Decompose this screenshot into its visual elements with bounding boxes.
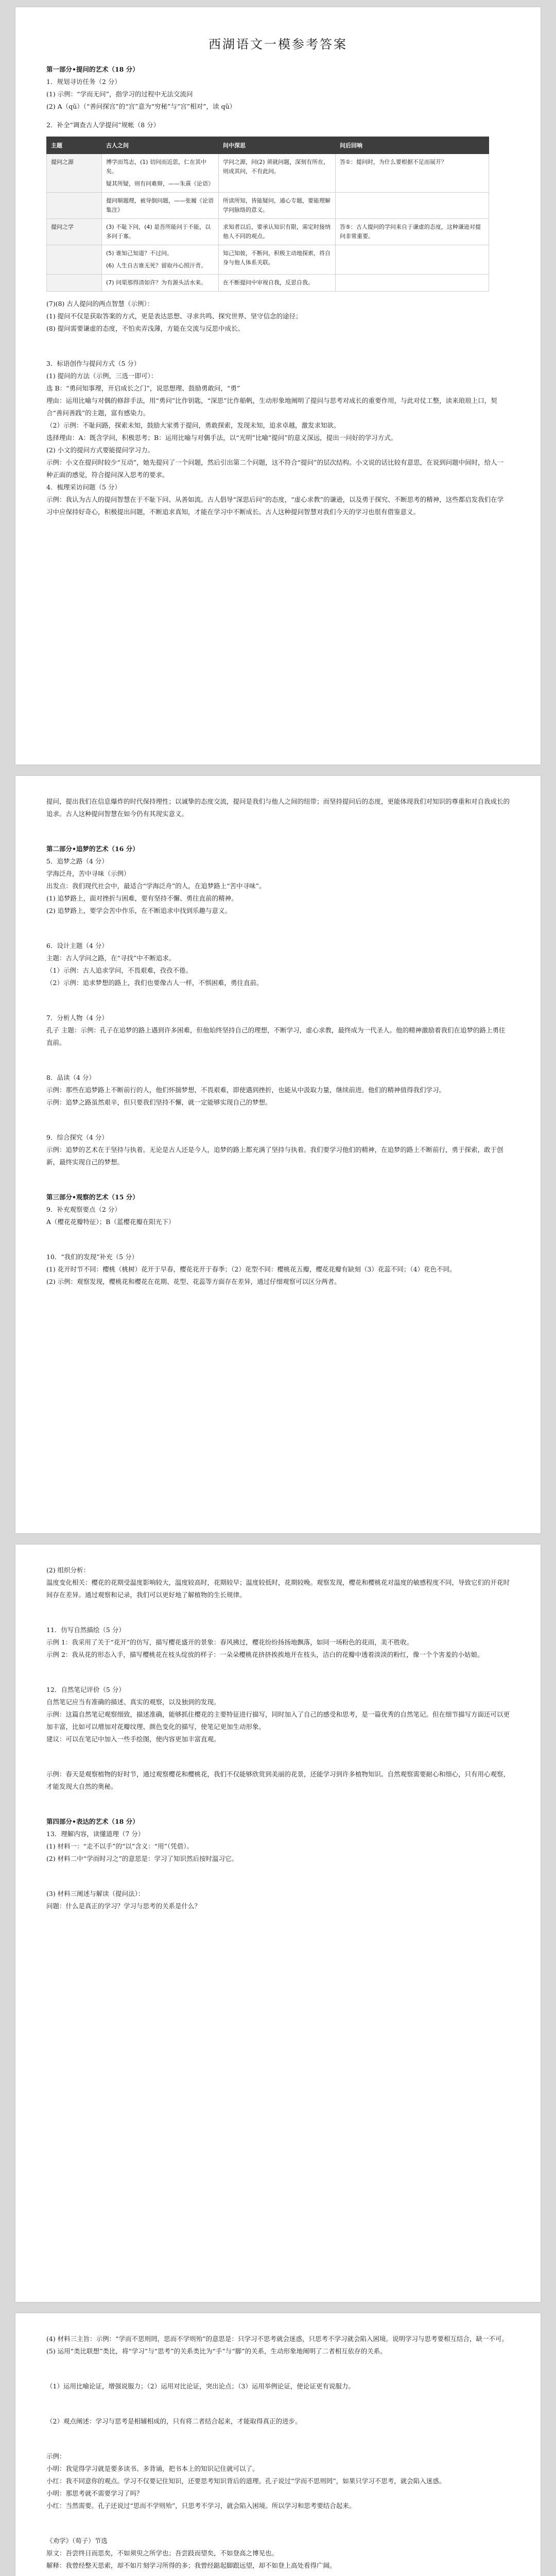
- text-line: 示例：这篇自然笔记观察细致，描述准确，能够抓住樱花的主要特征进行描写，同时加入了自己的感受和思考，是一篇优秀的自然笔记。但在细节描写方面还可以更加丰富，比如可以增加对花瓣纹理、颜色变化的描写，使笔记更加生动形象。: [46, 1710, 510, 1731]
- text-line: (1) 示例：“学而无问”，指学习的过程中无法交流问: [46, 90, 193, 98]
- spacer: [46, 1873, 510, 1879]
- text-line: 7．分析人物（4 分）: [46, 1014, 108, 1022]
- text-line: (8) 提问需要谦虚的态度，不怕卖弄浅薄，方能在交流与反思中成长。: [46, 325, 245, 332]
- text-line: 示例：春天是观察植物的好时节，通过观察樱花和樱桃花，我们不仅能够欣赏到美丽的花景，还能学习到许多植物知识。自然观察需要耐心和细心，只有用心观察，才能发现大自然的奥秘。: [46, 1770, 510, 1790]
- text-line: 8．品读（4 分）: [46, 1074, 95, 1081]
- text-line: (5) 运用“类比联想”类比，将“学习”与“思考”的关系类比为“手”与“脚”的关系，生动形象地阐明了二者相互依存的关系。: [46, 2347, 387, 2355]
- text-line: (4) 材料三主旨：示例：“学而不思则罔，思而不学则殆”的意思是：只学习不思考就会迷惑，只思考不学习就会陷入困境。说明学习与思考要相互结合，缺一不可。: [46, 2335, 508, 2343]
- text-line: 孔子 主题：示例：孔子在追梦的路上遇到许多困难，但他始终坚持自己的理想，不断学习，虚心求教，最终成为一代圣人。他的精神激励着我们在追梦的路上勇往直前。: [46, 1026, 506, 1046]
- spacer: [46, 2436, 510, 2442]
- table-cell: [336, 275, 489, 292]
- text-line: (2) A（qǔ）（“善问探宫”的“宫”意为“穷秘”与“宫”相对”，读 qǔ）: [46, 103, 236, 110]
- cell-text: 所读所知，皆能疑问，通心专题，要能理解学问脉络的意义。: [223, 197, 331, 213]
- spacer: [46, 1754, 510, 1760]
- cell-text: (5) 谁知己知道？不过问。: [106, 250, 173, 257]
- table-row: [47, 154, 489, 193]
- text-line: 原文：吾尝终日而思矣，不如须臾之所学也；吾尝跂而望矣，不如登高之博见也。: [46, 2549, 279, 2557]
- table-cell: [47, 193, 102, 219]
- table-cell: [219, 245, 336, 275]
- text-line: (2) 小文的提问方式要能提问学习力。: [46, 446, 154, 454]
- spacer: [46, 1669, 510, 1675]
- text-line: 小红：我不同意你的观点。学习不仅要记住知识，还要思考知识背后的道理。孔子说过“学而不思则罔”，如果只学习不思考，就会陷入迷惑。: [46, 2477, 446, 2485]
- spacer: [46, 1057, 510, 1063]
- text-line: (1) 提问不仅是获取答案的方式，更是表达思想、寻求共鸣、探究世界、坚守信念的途径；: [46, 312, 302, 320]
- text-line: (1) 提问的方法（示例，三选一即可）：: [46, 372, 158, 380]
- text-line: 示例：那些在追梦路上不断前行的人，他们怀揣梦想，不畏艰难，即使遇到挫折，也能从中汲取力量，继续前进。他们的精神值得我们学习。: [46, 1086, 446, 1094]
- text-line: 解释：我曾经整天思索，却不如片刻学习所得的多；我曾经踮起脚跟远望，却不如登上高处看得广阔。: [46, 2562, 336, 2569]
- text-line: A（樱花花瓣特征）；B（蓝樱花瓣在阳光下）: [46, 1218, 175, 1226]
- table-cell: [47, 275, 102, 292]
- text-line: （2）观点阐述：学习与思考是相辅相成的，只有将二者结合起来，才能取得真正的进步。: [46, 2417, 302, 2425]
- spacer: [46, 997, 510, 1004]
- spacer: [46, 925, 510, 931]
- text-line: 示例：小文在提问时较少“互动”，她先提问了一个问题，然后引出第二个问题，这不符合“提问”的层次结构。小文说的话比较有意思，在说到问题中间时，给人一种正面的感觉，符合提问深入思考的要求。: [46, 459, 504, 479]
- cell-text: (7) 问渠那得清如许？为有源头活水来。: [106, 279, 207, 286]
- section-body: [46, 795, 510, 1288]
- text-line: 第二部分•追梦的艺术（16 分）: [46, 845, 139, 853]
- text-line: 《劝学》（荀子）节选: [46, 2537, 108, 2545]
- text-line: (2) 追梦路上，要学会苦中作乐，在不断追求中找到乐趣与意义。: [46, 907, 232, 914]
- survey-table: [46, 137, 489, 292]
- text-line: 13．理解内容，读懂道理（7 分）: [46, 1830, 145, 1838]
- text-line: (1) 花开时节不同：樱桃（桃树）花开于早春，樱花花开于春季；（2）花型不同：樱桃花五瓣，樱花花瓣有缺刻（3）花蕊不同；（4）花色不同。: [46, 1265, 456, 1273]
- spacer: [46, 343, 510, 349]
- text-line: （1）示例：古人追求学问，不畏艰难，孜孜不倦。: [46, 967, 192, 974]
- page-2: [15, 776, 541, 1533]
- text-line: 6．设计主题（4 分）: [46, 942, 108, 950]
- text-line: 第四部分•表达的艺术（18 分）: [46, 1818, 139, 1825]
- text-line: 9．综合探究（4 分）: [46, 1133, 108, 1141]
- cell-text: 提问之学: [51, 224, 74, 230]
- text-line: 小明：我觉得学习就是要多读书、多背诵，把书本上的知识记住就可以了。: [46, 2465, 259, 2472]
- page-3: [15, 1545, 541, 2302]
- text-line: 5．追梦之路（4 分）: [46, 857, 108, 865]
- text-line: 选 B：“勇问知事理，开启成长之门”，说思想理、鼓励勇敢问，“勇”: [46, 384, 240, 392]
- text-line: (7)(8) 古人提问的两点智慧（示例）：: [46, 300, 154, 308]
- text-line: 示例 2：我从花的形态入手，描写樱桃花在枝头绽放的样子：一朵朵樱桃花挤挤挨挨地开在枝头，洁白的花瓣中透着淡淡的粉红，像一个个害羞的小姑娘。: [46, 1651, 484, 1658]
- table-row: [47, 219, 489, 245]
- table-cell: [336, 245, 489, 275]
- table-cell: [102, 193, 219, 219]
- table-cell: [336, 219, 489, 245]
- section-intro: [46, 63, 510, 113]
- text-line: 示例：: [46, 2452, 66, 2460]
- spacer: [46, 1177, 510, 1183]
- cell-text: 博学而笃志，(1) 切问而近思，仁在其中矣。: [106, 159, 207, 175]
- text-line: (2) 组织分析：: [46, 1566, 90, 1574]
- text-line: 4．梳理采访问题（5 分）: [46, 483, 121, 491]
- text-line: (1) 追梦路上，面对挫折与困难，要有坚持不懈、勇往直前的精神。: [46, 894, 238, 902]
- text-line: 温度变化相关：樱花的花期受温度影响较大，温度较高时，花期较早；温度较低时，花期较晚。观察发现，樱花和樱桃花对温度的敏感程度不同，导致它们的开花时间存在差异。通过观察和记录，我们可以更好地了解植物的生长规律。: [46, 1579, 510, 1599]
- text-line: 建议：可以在笔记中加入一些手绘图，使内容更加丰富直观。: [46, 1735, 220, 1743]
- text-line: 11．仿写自然描绘（5 分）: [46, 1626, 125, 1634]
- cell-text: (6) 人生自古谁无死？留取丹心照汗青。: [106, 262, 207, 269]
- table-cell: [219, 154, 336, 193]
- spacer: [46, 1117, 510, 1123]
- text-line: (2) 材料二中“学而时习之”的意思是：学习了知识然后按时温习它。: [46, 1855, 238, 1862]
- cell-text: 答①：提问时，为什么要根据不足而展开？: [340, 159, 447, 165]
- table-header-cell: 问后回响: [336, 137, 489, 154]
- text-line: (1) 材料一：“走不以手”的“以”含义：“用”（凭借）。: [46, 1842, 194, 1850]
- text-line: 示例：我认为古人的提问智慧在于不耻下问、从善如流。古人倡导“深思后问”的态度，“虚心求教”的谦逊，以及勇于探究、不断思考的精神，这些都启发我们在学习中应保持好奇心，积极提出问题，不断追求真知，才能在学习中不断成长。古人这种提问智慧对我们今天的学习也很有借鉴意义。: [46, 496, 504, 516]
- section-answers: [46, 298, 510, 518]
- table-body: [47, 154, 489, 292]
- text-line: (3) 材料三阐述与解读（提问法）：: [46, 1890, 145, 1897]
- text-line: (2) 示例：观察发现，樱桃花和樱花在花期、花型、花蕊等方面存在差异，通过仔细观察可以区分两者。: [46, 1278, 341, 1285]
- cell-text: 学问之源，问(2) 须就问题，深刻有所在，则成其问，不有此问。: [223, 159, 329, 175]
- table-header-cell: 主题: [47, 137, 102, 154]
- document-title: 西湖语文一模参考答案: [208, 37, 348, 52]
- text-line: 主题：古人学问之路，在“寻找”中不断追求。: [46, 954, 176, 962]
- text-line: 2．补全“调查古人学提问”规帐（8 分）: [46, 121, 160, 129]
- spacer: [46, 2401, 510, 2407]
- text-line: 问题：什么是真正的学习？学习与思考的关系是什么？: [46, 1902, 201, 1910]
- table-cell: [336, 193, 489, 219]
- table-cell: [102, 219, 219, 245]
- cell-text: 在不断提问中审视自我，反思自我。: [223, 279, 314, 286]
- text-line: 12．自然笔记评价（5 分）: [46, 1686, 125, 1693]
- table-cell: [336, 154, 489, 193]
- table-row: [47, 275, 489, 292]
- spacer: [46, 828, 510, 835]
- page-4: [15, 2313, 541, 2576]
- text-line: 第三部分•观察的艺术（15 分）: [46, 1193, 139, 1201]
- cell-text: 答⑤：古人提问的学问来自于谦虚的态度，这种谦逊对提问非常重要。: [340, 224, 481, 240]
- table-header-cell: 古人之问: [102, 137, 219, 154]
- spacer: [46, 1236, 510, 1243]
- table-cell: [47, 245, 102, 275]
- text-line: 1．规划寻访任务（2 分）: [46, 78, 121, 86]
- text-line: 自然笔记应当有准确的描述、真实的观察，以及独到的发现。: [46, 1698, 220, 1706]
- spacer: [46, 1609, 510, 1616]
- spacer: [46, 2520, 510, 2527]
- table-cell: [102, 154, 219, 193]
- text-line: 提问，提出我们在信息爆炸的时代保持理性；以诚挚的态度交流，提问是我们与他人之间的纽带；而坚持提问后的态度，更能体现我们对知识的尊重和对自我成长的追求。古人这种提问智慧在如今仍有其现实意义。: [46, 798, 510, 818]
- text-line: 理由：运用比喻与对偶的修辞手法，用“勇问”比作钥匙，“深思”比作船帆，生动形象地阐明了提问与思考对成长的重要作用，与此对仗工整，读来琅琅上口，契合“善问善践”的主题，富有感染力。: [46, 397, 497, 417]
- spacer: [46, 2366, 510, 2372]
- table-header-cell: 问中深思: [219, 137, 336, 154]
- section-task2: [46, 119, 510, 131]
- cell-text: 提问之源: [51, 159, 74, 165]
- text-line: 选择理由：A：既含学问，积极思考；B：运用比喻与对偶手法，以“光明”比喻“提问”的意义深远，提出一问好的学习方式。: [46, 434, 397, 442]
- cell-text: 疑其所疑，则有问难辩，——朱熹《论语》: [106, 180, 214, 187]
- table-header-row: [47, 137, 489, 154]
- table-cell: [102, 245, 219, 275]
- table-cell: [47, 154, 102, 193]
- text-line: 3．标语创作与提问方式（5 分）: [46, 360, 141, 367]
- text-line: 10．“我们的发现”补充（5 分）: [46, 1253, 138, 1261]
- text-line: 小红：当然需要。孔子还说过“思而不学则殆”，只思考不学习，就会陷入困境。所以学习和思考要结合起来。: [46, 2502, 356, 2510]
- text-line: （2）示例：不耻问路，探索未知，鼓励大家勇于提问，勇敢探索，发现未知，追求卓越，激发求知欲。: [46, 421, 340, 429]
- page-1: [15, 7, 541, 765]
- text-line: （1）运用比喻论证，增强说服力；（2）运用对比论证，突出论点；（3）运用举例论证，使论证更有说服力。: [46, 2382, 355, 2390]
- text-line: 出发点：我们现代社会中，最适合“学海泛舟”的人，在追梦路上“苦中寻味”。: [46, 882, 266, 890]
- cell-text: (3) 不耻下问，(4) 是吾所能问于不能，以多问于寡。: [106, 224, 211, 240]
- text-line: 学海泛舟，苦中寻味（示例）: [46, 870, 130, 877]
- cell-text: 求知者以后，要承认知识有限，需定时接纳他人不同的观点。: [223, 224, 331, 240]
- text-line: 第一部分•提问的艺术（18 分）: [46, 65, 139, 73]
- table-cell: [219, 275, 336, 292]
- table-cell: [102, 275, 219, 292]
- text-line: 小明：那思考就不需要学习了吗？: [46, 2489, 143, 2497]
- text-line: 示例 1：我采用了关于“花开”的仿写，描写樱花盛开的景象：春风拂过，樱花纷纷扬扬地飘落，如同一场粉色的花雨，美不胜收。: [46, 1638, 413, 1646]
- text-line: 9．补充观察要点（2 分）: [46, 1206, 121, 1213]
- text-line: 示例：追梦的艺术在于坚持与执着。无论是古人还是今人，追梦的路上都充满了坚持与执着。我们要学习他们的精神，在追梦的路上不断前行，勇于探索，敢于创新，最终实现自己的梦想。: [46, 1146, 503, 1166]
- cell-text: 知己知彼，不断问，积极主动地探索，将自身与他人体系关联。: [223, 250, 331, 266]
- section-body: [46, 2333, 510, 2576]
- text-line: 示例：追梦之路虽然艰辛，但只要我们坚持不懈，就一定能够实现自己的梦想。: [46, 1098, 272, 1106]
- table-cell: [219, 193, 336, 219]
- text-line: （2）示例：追求梦想的路上，我们也要像古人一样，不惧困难，勇往直前。: [46, 979, 263, 987]
- table-row: [47, 193, 489, 219]
- section-body: [46, 1564, 510, 1912]
- cell-text: 提问顺题理，被导倒问题，——张履《论语集注》: [106, 197, 214, 213]
- spacer: [46, 1801, 510, 1807]
- table-cell: [219, 219, 336, 245]
- table-cell: [47, 219, 102, 245]
- table-row: [47, 245, 489, 275]
